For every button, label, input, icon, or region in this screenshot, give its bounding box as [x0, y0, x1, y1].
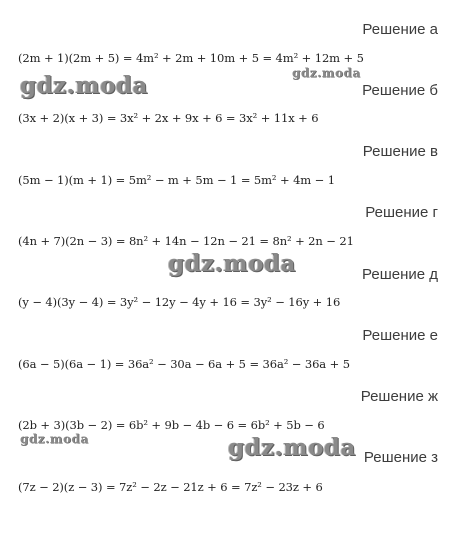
solution-heading-v: Решение в — [362, 143, 438, 160]
solution-heading-b: Решение б — [362, 82, 438, 99]
solution-heading-g: Решение г — [365, 204, 438, 221]
equation-g: (4n + 7)(2n − 3) = 8n² + 14n − 12n − 21 = 8n² + 2n − 21 — [18, 234, 354, 248]
watermark-logo: gdz.moda — [228, 434, 356, 461]
watermark-logo: gdz.moda — [168, 250, 296, 277]
equation-zh: (2b + 3)(3b − 2) = 6b² + 9b − 4b − 6 = 6b² + 5b − 6 — [18, 418, 325, 432]
solution-heading-e: Решение е — [362, 327, 438, 344]
watermark-logo: gdz.moda — [20, 432, 89, 446]
equation-b: (3x + 2)(x + 3) = 3x² + 2x + 9x + 6 = 3x² + 11x + 6 — [18, 111, 319, 125]
equation-z: (7z − 2)(z − 3) = 7z² − 2z − 21z + 6 = 7z² − 23z + 6 — [18, 480, 323, 494]
watermark-logo: gdz.moda — [292, 66, 361, 80]
equation-a: (2m + 1)(2m + 5) = 4m² + 2m + 10m + 5 = 4m² + 12m + 5 — [18, 51, 364, 65]
equation-d: (y − 4)(3y − 4) = 3y² − 12y − 4y + 16 = 3y² − 16y + 16 — [18, 295, 341, 309]
equation-v: (5m − 1)(m + 1) = 5m² − m + 5m − 1 = 5m² + 4m − 1 — [18, 173, 335, 187]
solution-heading-d: Решение д — [362, 266, 438, 283]
equation-e: (6a − 5)(6a − 1) = 36a² − 30a − 6a + 5 = 36a² − 36a + 5 — [18, 357, 350, 371]
watermark-logo: gdz.moda — [20, 72, 148, 99]
solution-heading-z: Решение з — [363, 449, 438, 466]
solution-heading-zh: Решение ж — [360, 388, 438, 405]
solution-heading-a: Решение а — [362, 21, 438, 38]
